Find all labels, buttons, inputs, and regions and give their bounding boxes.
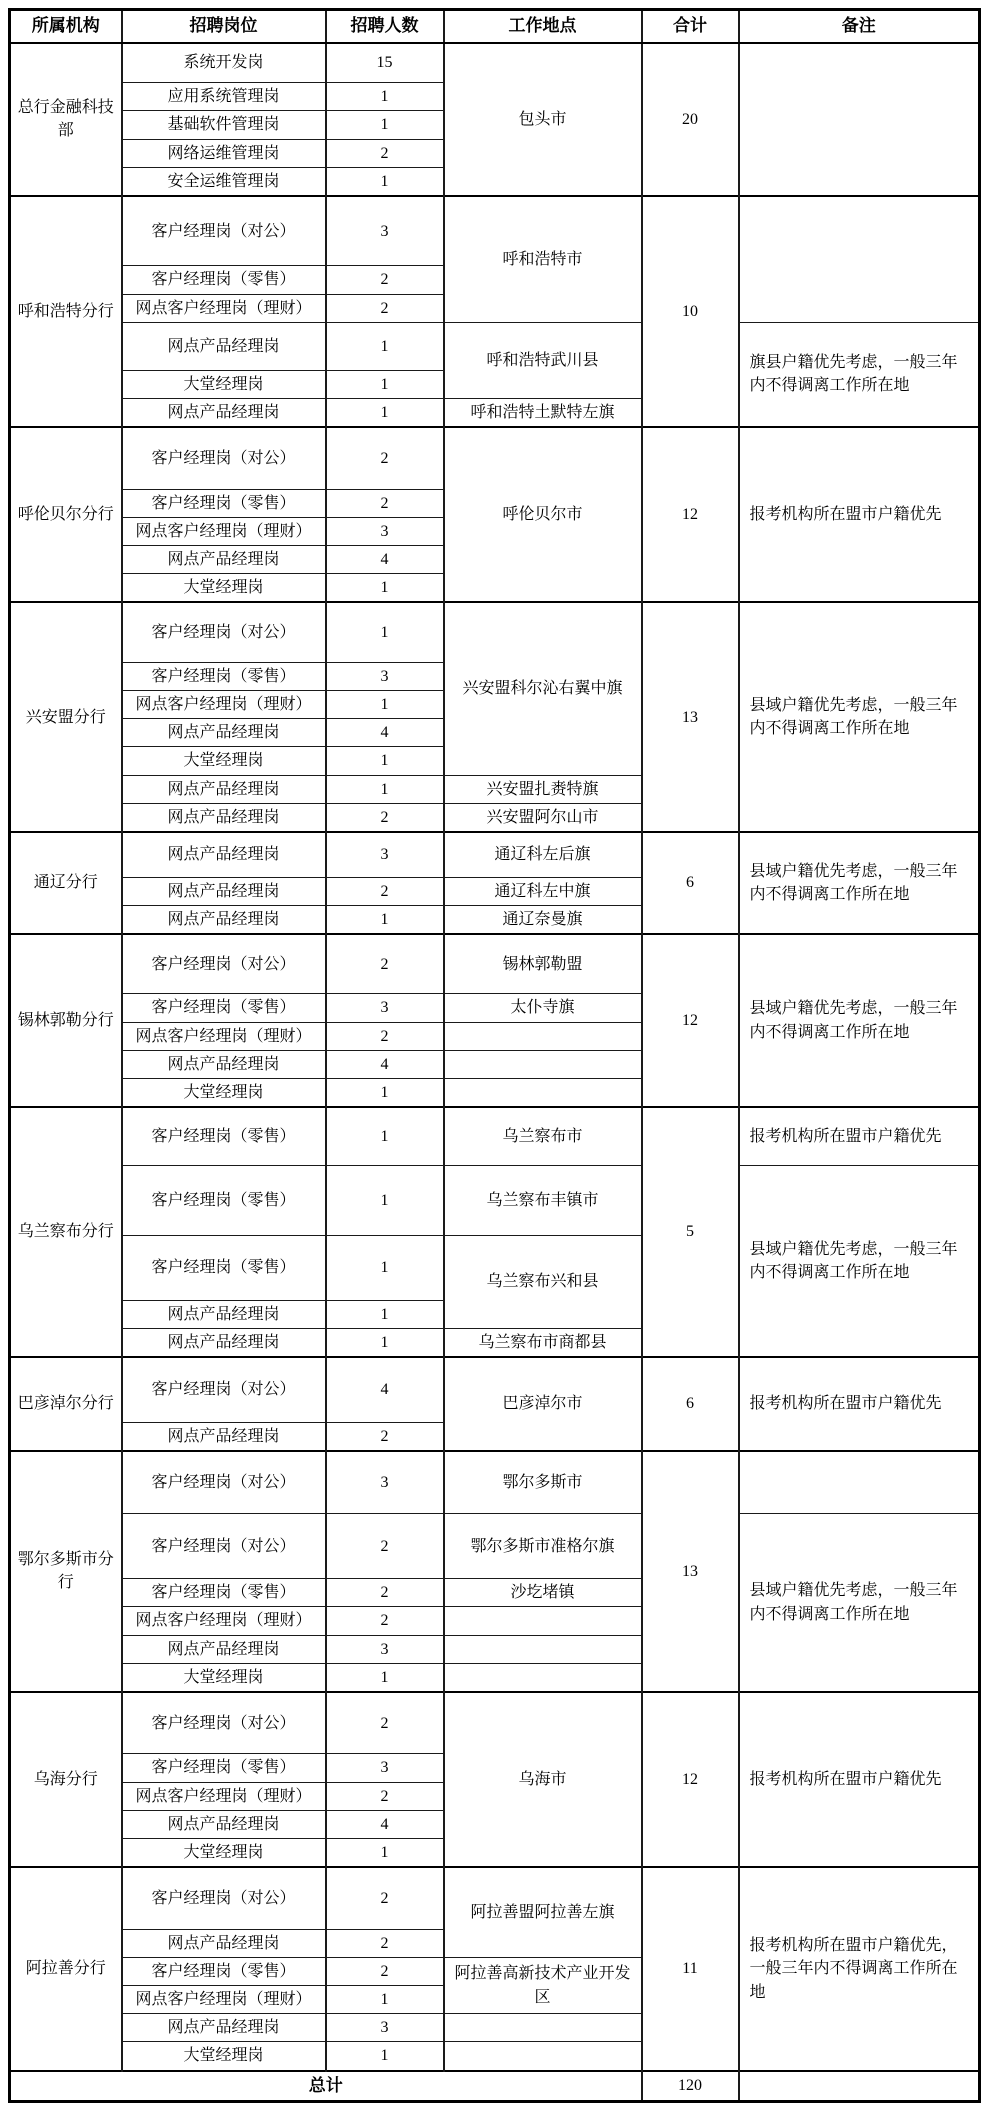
position-cell: 网点产品经理岗 <box>122 1810 326 1838</box>
remark-cell: 县域户籍优先考虑，一般三年内不得调离工作所在地 <box>739 934 980 1107</box>
position-cell: 大堂经理岗 <box>122 574 326 603</box>
remark-cell: 报考机构所在盟市户籍优先 <box>739 1692 980 1867</box>
recruitment-table <box>8 8 981 2103</box>
count-cell: 1 <box>326 905 444 934</box>
table-row <box>10 1357 980 1422</box>
location-cell: 沙圪堵镇 <box>444 1579 642 1607</box>
header-org: 所属机构 <box>10 10 122 43</box>
position-cell: 客户经理岗（对公） <box>122 427 326 489</box>
header-location: 工作地点 <box>444 10 642 43</box>
total-cell: 20 <box>642 43 739 196</box>
location-cell: 兴安盟阿尔山市 <box>444 803 642 832</box>
count-cell: 4 <box>326 546 444 574</box>
position-cell: 网点产品经理岗 <box>122 1929 326 1957</box>
count-cell: 1 <box>326 1986 444 2014</box>
position-cell: 客户经理岗（对公） <box>122 602 326 662</box>
count-cell: 2 <box>326 1692 444 1754</box>
location-cell: 乌兰察布丰镇市 <box>444 1165 642 1235</box>
count-cell: 2 <box>326 934 444 994</box>
count-cell: 1 <box>326 602 444 662</box>
org-cell: 总行金融科技部 <box>10 43 122 196</box>
total-cell: 12 <box>642 934 739 1107</box>
position-cell: 客户经理岗（零售） <box>122 1579 326 1607</box>
total-cell: 5 <box>642 1107 739 1357</box>
total-cell: 13 <box>642 1451 739 1692</box>
total-cell: 6 <box>642 1357 739 1451</box>
location-cell <box>444 2014 642 2042</box>
total-cell: 11 <box>642 1867 739 2070</box>
table-row <box>10 427 980 489</box>
location-cell: 乌兰察布市商都县 <box>444 1328 642 1357</box>
position-cell: 网点客户经理岗（理财） <box>122 1986 326 2014</box>
position-cell: 系统开发岗 <box>122 43 326 83</box>
org-cell: 锡林郭勒分行 <box>10 934 122 1107</box>
position-cell: 网点客户经理岗（理财） <box>122 517 326 545</box>
table-row <box>10 1165 980 1235</box>
total-cell: 12 <box>642 1692 739 1867</box>
count-cell: 2 <box>326 294 444 322</box>
position-cell: 客户经理岗（对公） <box>122 196 326 266</box>
position-cell: 网点产品经理岗 <box>122 398 326 427</box>
remark-cell: 县域户籍优先考虑，一般三年内不得调离工作所在地 <box>739 832 980 934</box>
table-row <box>10 1514 980 1579</box>
position-cell: 安全运维管理岗 <box>122 167 326 196</box>
location-cell: 巴彦淖尔市 <box>444 1357 642 1451</box>
count-cell: 1 <box>326 691 444 719</box>
count-cell: 4 <box>326 1050 444 1078</box>
count-cell: 3 <box>326 662 444 690</box>
count-cell: 1 <box>326 1078 444 1107</box>
count-cell: 2 <box>326 427 444 489</box>
count-cell: 2 <box>326 1607 444 1635</box>
location-cell: 呼和浩特土默特左旗 <box>444 398 642 427</box>
position-cell: 客户经理岗（零售） <box>122 1235 326 1300</box>
header-total: 合计 <box>642 10 739 43</box>
table-row <box>10 1692 980 1754</box>
count-cell: 3 <box>326 196 444 266</box>
location-cell: 乌兰察布市 <box>444 1107 642 1165</box>
position-cell: 客户经理岗（零售） <box>122 1754 326 1782</box>
org-cell: 通辽分行 <box>10 832 122 934</box>
count-cell: 2 <box>326 1867 444 1929</box>
position-cell: 网点产品经理岗 <box>122 1050 326 1078</box>
count-cell: 1 <box>326 1165 444 1235</box>
position-cell: 网点产品经理岗 <box>122 546 326 574</box>
position-cell: 网点产品经理岗 <box>122 2014 326 2042</box>
position-cell: 网点产品经理岗 <box>122 719 326 747</box>
position-cell: 客户经理岗（对公） <box>122 1692 326 1754</box>
position-cell: 网点客户经理岗（理财） <box>122 1782 326 1810</box>
count-cell: 2 <box>326 803 444 832</box>
location-cell <box>444 1050 642 1078</box>
position-cell: 网络运维管理岗 <box>122 139 326 167</box>
count-cell: 1 <box>326 322 444 370</box>
position-cell: 网点产品经理岗 <box>122 832 326 877</box>
count-cell: 4 <box>326 1357 444 1422</box>
location-cell <box>444 2042 642 2071</box>
location-cell: 包头市 <box>444 43 642 196</box>
count-cell: 1 <box>326 1839 444 1868</box>
header-position: 招聘岗位 <box>122 10 326 43</box>
position-cell: 客户经理岗（对公） <box>122 934 326 994</box>
position-cell: 网点产品经理岗 <box>122 905 326 934</box>
position-cell: 网点产品经理岗 <box>122 1300 326 1328</box>
count-cell: 4 <box>326 719 444 747</box>
location-cell: 鄂尔多斯市准格尔旗 <box>444 1514 642 1579</box>
header-row <box>10 10 980 43</box>
remark-cell <box>739 1451 980 1514</box>
position-cell: 客户经理岗（零售） <box>122 1107 326 1165</box>
grand-total-value: 120 <box>642 2071 739 2102</box>
location-cell <box>444 1607 642 1635</box>
count-cell: 3 <box>326 2014 444 2042</box>
count-cell: 1 <box>326 111 444 139</box>
remark-cell: 报考机构所在盟市户籍优先 <box>739 1107 980 1165</box>
count-cell: 1 <box>326 747 444 775</box>
count-cell: 2 <box>326 1514 444 1579</box>
total-cell: 10 <box>642 196 739 427</box>
count-cell: 1 <box>326 1663 444 1692</box>
position-cell: 网点产品经理岗 <box>122 1635 326 1663</box>
position-cell: 大堂经理岗 <box>122 2042 326 2071</box>
position-cell: 网点客户经理岗（理财） <box>122 1607 326 1635</box>
count-cell: 1 <box>326 574 444 603</box>
count-cell: 1 <box>326 2042 444 2071</box>
count-cell: 3 <box>326 1451 444 1514</box>
remark-cell: 报考机构所在盟市户籍优先 <box>739 427 980 602</box>
position-cell: 客户经理岗（对公） <box>122 1867 326 1929</box>
org-cell: 鄂尔多斯市分行 <box>10 1451 122 1692</box>
grand-total-remark <box>739 2071 980 2102</box>
table-row <box>10 43 980 83</box>
location-cell: 呼和浩特武川县 <box>444 322 642 398</box>
remark-cell: 县域户籍优先考虑，一般三年内不得调离工作所在地 <box>739 1165 980 1357</box>
count-cell: 3 <box>326 1754 444 1782</box>
count-cell: 1 <box>326 370 444 398</box>
location-cell: 太仆寺旗 <box>444 994 642 1022</box>
position-cell: 客户经理岗（零售） <box>122 1165 326 1235</box>
count-cell: 3 <box>326 1635 444 1663</box>
position-cell: 网点产品经理岗 <box>122 1422 326 1451</box>
position-cell: 网点产品经理岗 <box>122 877 326 905</box>
total-cell: 13 <box>642 602 739 832</box>
count-cell: 2 <box>326 1022 444 1050</box>
location-cell: 兴安盟扎赉特旗 <box>444 775 642 803</box>
count-cell: 2 <box>326 266 444 294</box>
count-cell: 2 <box>326 1957 444 1985</box>
position-cell: 客户经理岗（对公） <box>122 1357 326 1422</box>
location-cell: 乌海市 <box>444 1692 642 1867</box>
position-cell: 大堂经理岗 <box>122 370 326 398</box>
position-cell: 大堂经理岗 <box>122 1839 326 1868</box>
table-row <box>10 1451 980 1514</box>
location-cell <box>444 1022 642 1050</box>
position-cell: 网点产品经理岗 <box>122 775 326 803</box>
org-cell: 兴安盟分行 <box>10 602 122 832</box>
org-cell: 呼伦贝尔分行 <box>10 427 122 602</box>
count-cell: 1 <box>326 1300 444 1328</box>
table-row <box>10 602 980 662</box>
org-cell: 巴彦淖尔分行 <box>10 1357 122 1451</box>
position-cell: 客户经理岗（零售） <box>122 266 326 294</box>
count-cell: 2 <box>326 1579 444 1607</box>
position-cell: 网点客户经理岗（理财） <box>122 1022 326 1050</box>
count-cell: 2 <box>326 1782 444 1810</box>
count-cell: 3 <box>326 994 444 1022</box>
count-cell: 2 <box>326 1929 444 1957</box>
location-cell: 阿拉善高新技术产业开发区 <box>444 1957 642 2013</box>
count-cell: 2 <box>326 139 444 167</box>
location-cell: 呼伦贝尔市 <box>444 427 642 602</box>
table-row <box>10 934 980 994</box>
grand-total-label: 总计 <box>10 2071 642 2102</box>
location-cell: 阿拉善盟阿拉善左旗 <box>444 1867 642 1957</box>
location-cell <box>444 1635 642 1663</box>
location-cell: 鄂尔多斯市 <box>444 1451 642 1514</box>
count-cell: 1 <box>326 1328 444 1357</box>
remark-cell <box>739 43 980 196</box>
table-row <box>10 196 980 266</box>
location-cell: 锡林郭勒盟 <box>444 934 642 994</box>
footer-row <box>10 2071 980 2102</box>
remark-cell: 报考机构所在盟市户籍优先 <box>739 1357 980 1451</box>
position-cell: 基础软件管理岗 <box>122 111 326 139</box>
position-cell: 客户经理岗（零售） <box>122 994 326 1022</box>
position-cell: 大堂经理岗 <box>122 1663 326 1692</box>
location-cell: 呼和浩特市 <box>444 196 642 322</box>
count-cell: 2 <box>326 489 444 517</box>
location-cell: 通辽科左中旗 <box>444 877 642 905</box>
location-cell: 通辽奈曼旗 <box>444 905 642 934</box>
table-row <box>10 322 980 370</box>
location-cell: 乌兰察布兴和县 <box>444 1235 642 1328</box>
count-cell: 15 <box>326 43 444 83</box>
org-cell: 阿拉善分行 <box>10 1867 122 2070</box>
position-cell: 客户经理岗（对公） <box>122 1514 326 1579</box>
total-cell: 12 <box>642 427 739 602</box>
position-cell: 大堂经理岗 <box>122 747 326 775</box>
location-cell <box>444 1078 642 1107</box>
table-row <box>10 1107 980 1165</box>
position-cell: 网点客户经理岗（理财） <box>122 294 326 322</box>
position-cell: 客户经理岗（零售） <box>122 662 326 690</box>
remark-cell <box>739 196 980 322</box>
location-cell: 通辽科左后旗 <box>444 832 642 877</box>
count-cell: 3 <box>326 832 444 877</box>
count-cell: 1 <box>326 775 444 803</box>
remark-cell: 旗县户籍优先考虑，一般三年内不得调离工作所在地 <box>739 322 980 427</box>
position-cell: 网点客户经理岗（理财） <box>122 691 326 719</box>
org-cell: 乌海分行 <box>10 1692 122 1867</box>
position-cell: 客户经理岗（零售） <box>122 489 326 517</box>
position-cell: 应用系统管理岗 <box>122 83 326 111</box>
count-cell: 1 <box>326 1107 444 1165</box>
count-cell: 3 <box>326 517 444 545</box>
location-cell <box>444 1663 642 1692</box>
remark-cell: 县域户籍优先考虑，一般三年内不得调离工作所在地 <box>739 1514 980 1692</box>
position-cell: 客户经理岗（对公） <box>122 1451 326 1514</box>
count-cell: 2 <box>326 877 444 905</box>
count-cell: 1 <box>326 167 444 196</box>
position-cell: 客户经理岗（零售） <box>122 1957 326 1985</box>
table-row <box>10 832 980 877</box>
org-cell: 呼和浩特分行 <box>10 196 122 427</box>
count-cell: 1 <box>326 398 444 427</box>
total-cell: 6 <box>642 832 739 934</box>
count-cell: 1 <box>326 1235 444 1300</box>
position-cell: 大堂经理岗 <box>122 1078 326 1107</box>
position-cell: 网点产品经理岗 <box>122 1328 326 1357</box>
remark-cell: 县域户籍优先考虑，一般三年内不得调离工作所在地 <box>739 602 980 832</box>
header-count: 招聘人数 <box>326 10 444 43</box>
count-cell: 4 <box>326 1810 444 1838</box>
count-cell: 1 <box>326 83 444 111</box>
location-cell: 兴安盟科尔沁右翼中旗 <box>444 602 642 775</box>
count-cell: 2 <box>326 1422 444 1451</box>
header-remark: 备注 <box>739 10 980 43</box>
remark-cell: 报考机构所在盟市户籍优先，一般三年内不得调离工作所在地 <box>739 1867 980 2070</box>
position-cell: 网点产品经理岗 <box>122 803 326 832</box>
position-cell: 网点产品经理岗 <box>122 322 326 370</box>
org-cell: 乌兰察布分行 <box>10 1107 122 1357</box>
